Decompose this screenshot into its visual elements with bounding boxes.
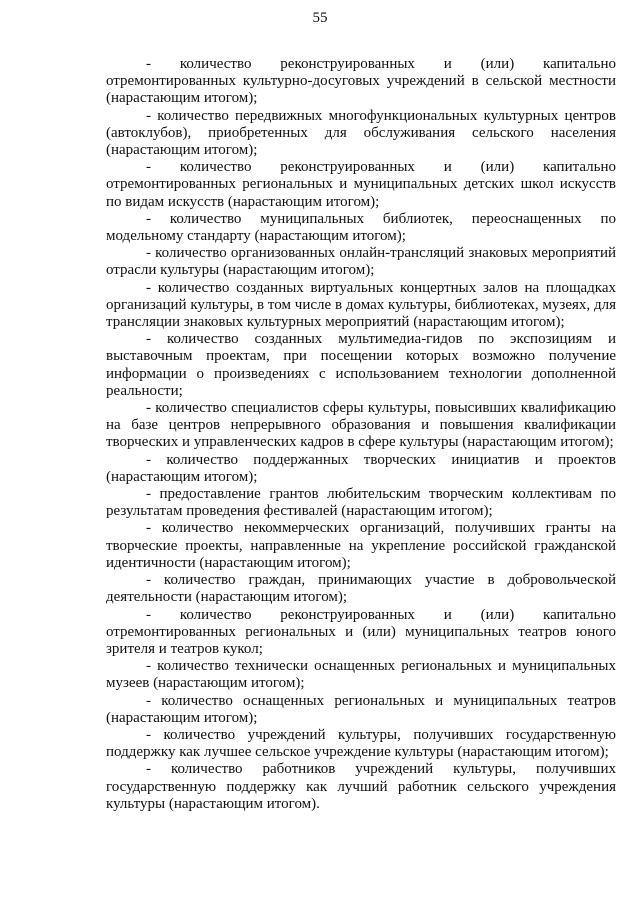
list-item: - количество организованных онлайн-трансляций знаковых мероприятий отрасли культуры (нарастающим итогом);	[106, 245, 616, 279]
list-item: - количество созданных виртуальных концертных залов на площадках организаций культуры, в том числе в домах культуры, библиотеках, музеях, для трансляции знаковых культурных мероприятий (нарастающим итогом);	[106, 279, 616, 331]
list-item: - количество передвижных многофункциональных культурных центров (автоклубов), приобретенных для обслуживания сельского населения (нарастающим итогом);	[106, 107, 616, 159]
list-item: - предоставление грантов любительским творческим коллективам по результатам проведения фестивалей (нарастающим итогом);	[106, 486, 616, 520]
list-item: - количество некоммерческих организаций, получивших гранты на творческие проекты, направленные на укрепление российской гражданской идентичности (нарастающим итогом);	[106, 520, 616, 571]
list-item: - количество реконструированных и (или) капитально отремонтированных культурно-досуговых учреждений в сельской местности (нарастающим итогом);	[106, 56, 616, 107]
indicator-list	[106, 56, 616, 813]
list-item: - количество реконструированных и (или) капитально отремонтированных региональных и (или) муниципальных театров юного зрителя и театров кукол;	[106, 606, 616, 657]
list-item: - количество созданных мультимедиа-гидов по экспозициям и выставочным проектам, при посещении которых возможно получение информации о произведениях с использованием технологии дополненной реальности;	[106, 331, 616, 399]
list-item: - количество технически оснащенных региональных и муниципальных музеев (нарастающим итогом);	[106, 658, 616, 692]
list-item: - количество поддержанных творческих инициатив и проектов (нарастающим итогом);	[106, 451, 616, 485]
list-item: - количество работников учреждений культуры, получивших государственную поддержку как лучший работник сельского учреждения культуры (нарастающим итогом).	[106, 761, 616, 812]
list-item: - количество учреждений культуры, получивших государственную поддержку как лучшее сельское учреждение культуры (нарастающим итогом);	[106, 726, 616, 761]
list-item: - количество граждан, принимающих участие в добровольческой деятельности (нарастающим итогом);	[106, 572, 616, 606]
list-item: - количество оснащенных региональных и муниципальных театров (нарастающим итогом);	[106, 692, 616, 726]
list-item: - количество специалистов сферы культуры, повысивших квалификацию на базе центров непрерывного образования и повышения квалификации творческих и управленческих кадров в сфере культуры (нарастающим итогом);	[106, 400, 616, 451]
list-item: - количество муниципальных библиотек, переоснащенных по модельному стандарту (нарастающим итогом);	[106, 210, 616, 245]
list-item: - количество реконструированных и (или) капитально отремонтированных региональных и муниципальных детских школ искусств по видам искусств (нарастающим итогом);	[106, 159, 616, 210]
page-number: 55	[312, 10, 328, 26]
